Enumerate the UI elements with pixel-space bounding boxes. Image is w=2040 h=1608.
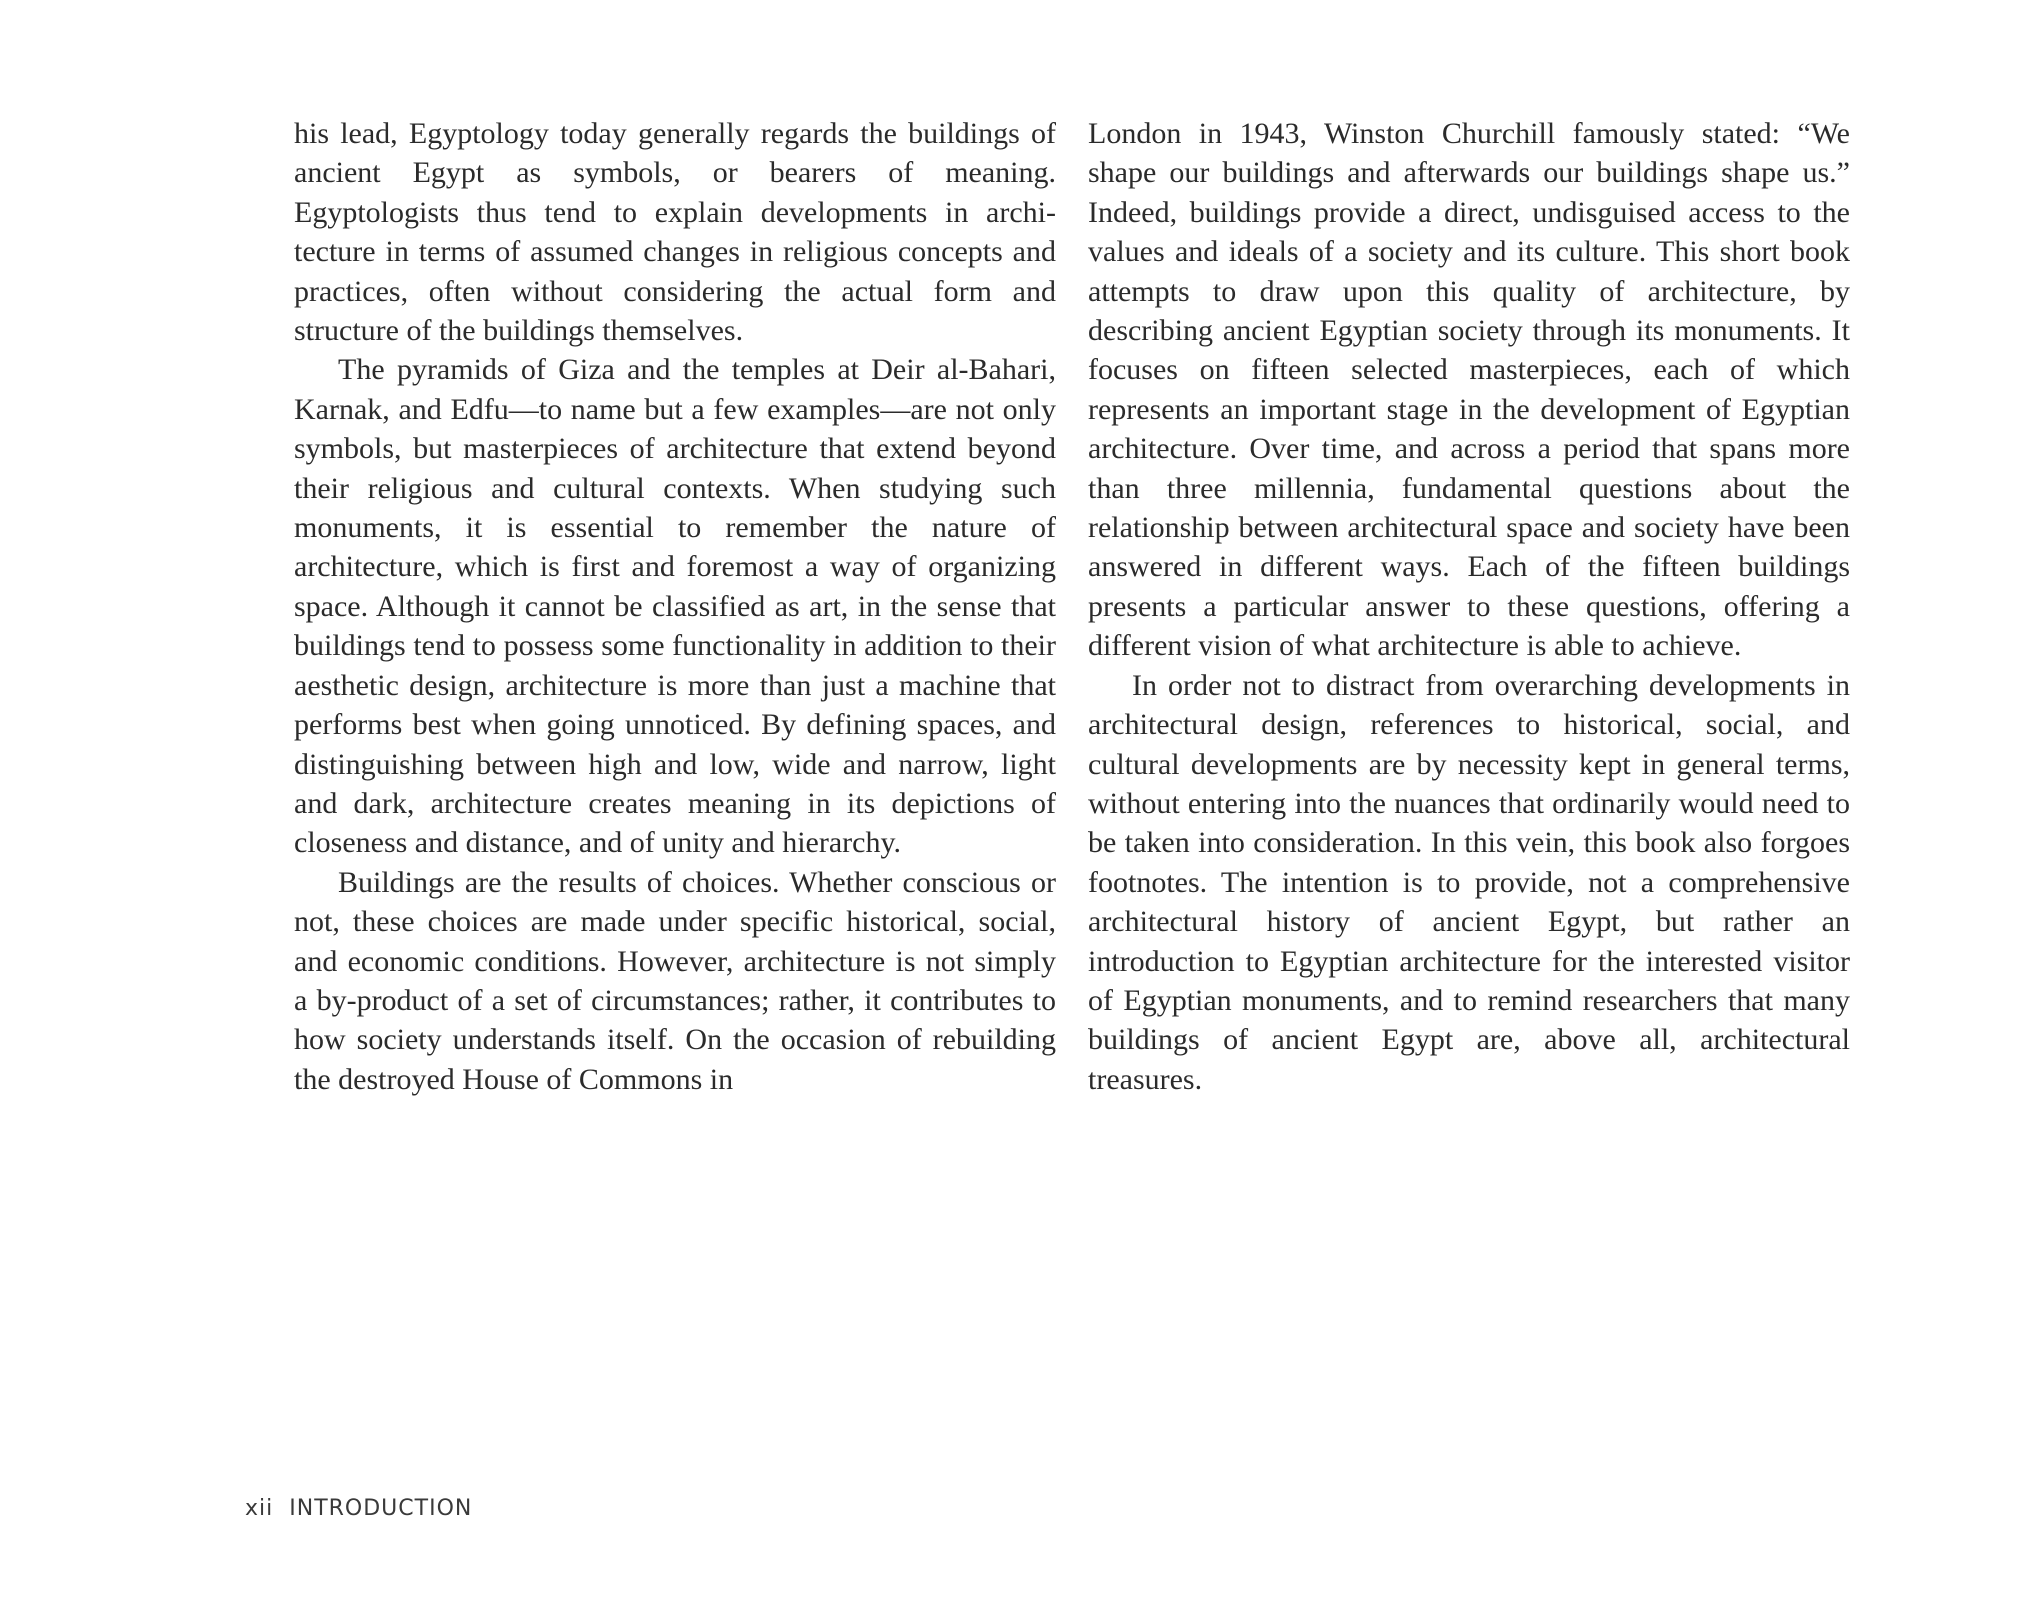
paragraph: his lead, Egyptology today generally regards the buildings of ancient Egypt as symbols, or bearers of meaning. Egyptologists thus tend to explain developments in architecture in terms of assumed changes in religious concepts and practices, often without considering the actual form and structure of the buildings themselves.: [294, 117, 1056, 348]
right-text-column: [1088, 114, 1850, 1099]
running-section-title: INTRODUCTION: [289, 1496, 473, 1521]
paragraph: The pyramids of Giza and the temples at Deir al-Bahari, Karnak, and Edfu—to name but a few examples—are not only symbols, but masterpieces of architecture that extend beyond their religious and cultural contexts. When studying such monuments, it is essential to remember the nature of architecture, which is first and foremost a way of organizing space. Although it cannot be classified as art, in the sense that buildings tend to possess some functionality in addition to their aesthetic design, architecture is more than just a machine that performs best when going unnoticed. By defining spaces, and distinguishing between high and low, wide and narrow, light and dark, architecture creates meaning in its depictions of closeness and distance, and of unity and hierarchy.: [294, 353, 1056, 860]
paragraph: London in 1943, Winston Churchill famously stated: “We shape our buildings and afterwards our buildings shape us.” Indeed, buildings provide a direct, undisguised access to the values and ideals of a society and its culture. This short book attempts to draw upon this quality of architecture, by describing ancient Egyptian society through its monuments. It focuses on fifteen selected masterpieces, each of which represents an important stage in the development of Egyptian architecture. Over time, and across a period that spans more than three millennia, fundamental questions about the relationship between architectural space and society have been answered in different ways. Each of the fifteen buildings presents a particular answer to these questions, offering a different vision of what architecture is able to achieve.: [1088, 117, 1850, 663]
page-footer: [245, 1496, 472, 1521]
page-number: xii: [245, 1496, 274, 1521]
left-text-column: [294, 114, 1056, 1099]
paragraph: In order not to distract from overarching developments in architectural design, references to historical, social, and cultural developments are by necessity kept in general terms, without entering into the nuances that ordinarily would need to be taken into consideration. In this vein, this book also forgoes footnotes. The intention is to provide, not a comprehensive architectural history of ancient Egypt, but rather an introduction to Egyptian architecture for the interested visitor of Egyptian monuments, and to remind researchers that many buildings of ancient Egypt are, above all, architectural treasures.: [1088, 668, 1850, 1096]
paragraph: Buildings are the results of choices. Whether conscious or not, these choices are made under specific historical, social, and economic conditions. However, architecture is not simply a by-product of a set of circumstances; rather, it contributes to how society understands itself. On the occasion of rebuilding the destroyed House of Commons in: [294, 865, 1056, 1096]
